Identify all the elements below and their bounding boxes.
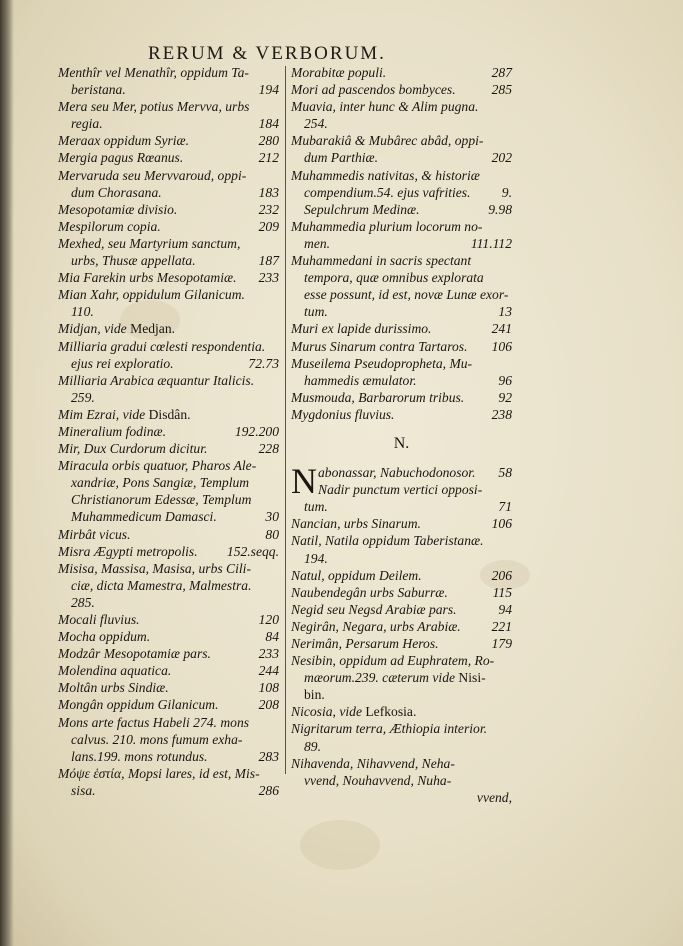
- index-entry: [58, 218, 279, 235]
- entry-text: Mexhed, seu Martyrium sanctum,: [58, 235, 241, 251]
- paper-stain: [300, 820, 380, 870]
- entry-text: ejus rei exploratio.: [71, 355, 174, 371]
- index-entry-line: [58, 389, 279, 406]
- index-entry-line: [291, 269, 512, 286]
- index-entry-line: [58, 714, 279, 731]
- index-entry: [291, 652, 512, 703]
- index-entry-line: [291, 567, 512, 584]
- index-entry: [291, 755, 512, 806]
- entry-text: Mocali fluvius.: [58, 612, 140, 627]
- entry-text: Nicosia, vide Lefkosia.: [291, 704, 417, 720]
- entry-text: Misisa, Massisa, Masisa, urbs Cili-: [58, 560, 251, 576]
- index-entry: [291, 703, 512, 720]
- entry-text: Muavia, inter hunc & Alim pugna.: [291, 99, 479, 115]
- index-entry-line: [291, 115, 512, 132]
- n-first-entry-tail: [291, 498, 512, 515]
- index-entry-line: [58, 149, 279, 166]
- entry-text: tum.: [304, 499, 328, 515]
- entry-text: Nancian, urbs Sinarum.: [291, 516, 421, 532]
- entry-text: Mera seu Mer, potius Mervva, urbs: [58, 99, 250, 115]
- entry-reference: bin.: [304, 687, 325, 703]
- entry-text: ciæ, dicta Mamestra, Malmestra.: [71, 577, 252, 593]
- entry-text: Christianorum Edessæ, Templum: [71, 492, 252, 508]
- entry-text: calvus. 210. mons fumum exha-: [71, 731, 243, 747]
- entry-text: Museilema Pseudopropheta, Mu-: [291, 355, 473, 371]
- page-number: 285: [491, 82, 512, 98]
- index-entry: [291, 64, 512, 81]
- entry-text: Naubendegân urbs Saburræ.: [291, 584, 448, 600]
- index-entry-line: [58, 64, 279, 81]
- index-entry-line: [291, 235, 512, 252]
- index-entry-line: [58, 474, 279, 491]
- entry-text: men.: [304, 235, 331, 251]
- index-entry: [58, 372, 279, 406]
- entry-text: Muhammedani in sacris spectant: [291, 253, 472, 269]
- entry-text: vvend, Nouhavvend, Nuha-: [304, 772, 452, 788]
- index-entry-line: [291, 584, 512, 601]
- index-entry: [58, 543, 279, 560]
- index-entry-line: [58, 115, 279, 132]
- page-number: 94: [498, 601, 512, 617]
- index-entry-line: [58, 132, 279, 149]
- index-entry-line: [58, 355, 279, 372]
- index-entry-line: [58, 440, 279, 457]
- index-entry-line: [58, 81, 279, 98]
- entry-text: Nihavenda, Nihavvend, Neha-: [291, 755, 455, 771]
- entry-text: 110.: [71, 304, 94, 320]
- entry-text: Mervaruda seu Mervvaroud, oppi-: [58, 167, 247, 183]
- index-entry: [291, 532, 512, 566]
- index-entry: [58, 645, 279, 662]
- page-number: 80: [265, 526, 279, 542]
- index-entry: [291, 218, 512, 252]
- page-number: 233: [258, 270, 279, 286]
- page-number: 9.: [501, 184, 512, 200]
- index-entry-line: [58, 338, 279, 355]
- entry-text: Mongân oppidum Gilanicum.: [58, 697, 219, 713]
- page-number: 233: [258, 646, 279, 662]
- entry-text: Menthîr vel Menathîr, oppidum Ta-: [58, 65, 249, 80]
- page-number: 192.200: [234, 423, 279, 439]
- index-entry: [58, 167, 279, 201]
- entry-text: Μόψε ἑστία, Mopsi lares, id est, Mis-: [58, 765, 260, 781]
- index-entry-line: [58, 457, 279, 474]
- index-entry-line: [291, 132, 512, 149]
- index-entry-line: [291, 81, 512, 98]
- index-entry: [58, 696, 279, 713]
- entry-text: lans.199. mons rotundus.: [71, 748, 208, 764]
- page-number: 106: [491, 516, 512, 532]
- page-number: 152.seqq.: [226, 543, 279, 559]
- index-entry: [58, 662, 279, 679]
- page-number: 206: [491, 567, 512, 583]
- entry-text: Meraax oppidum Syriæ.: [58, 133, 190, 149]
- entry-text: Mori ad pascendos bombyces.: [291, 82, 456, 98]
- entry-text: Mineralium fodinæ.: [58, 423, 166, 439]
- n-first-entry-lines: [318, 464, 512, 498]
- index-entry: [58, 406, 279, 423]
- page-number: 208: [258, 697, 279, 713]
- entry-text: [304, 686, 325, 703]
- index-entry-line: [58, 696, 279, 713]
- entry-text: Miracula orbis quatuor, Pharos Ale-: [58, 458, 257, 474]
- index-entry: [58, 440, 279, 457]
- entry-text: Muhammedis nativitas, & historiæ: [291, 167, 480, 183]
- page-number: 209: [258, 218, 279, 234]
- index-entry: [291, 81, 512, 98]
- index-entry: [291, 98, 512, 132]
- index-entry-line: [58, 560, 279, 577]
- index-entry-line: [291, 755, 512, 772]
- index-entry-line: [291, 389, 512, 406]
- index-entry: [58, 338, 279, 372]
- index-entry-line: [58, 765, 279, 782]
- index-entry-line: [291, 184, 512, 201]
- n-first-entry: [291, 461, 512, 502]
- index-entry-line: [58, 167, 279, 184]
- index-entries-n: [291, 515, 512, 806]
- page-number: 92: [498, 389, 512, 405]
- index-entry-line: [58, 201, 279, 218]
- index-entry: [58, 611, 279, 628]
- entry-text: Molendina aquatica.: [58, 663, 172, 679]
- index-entry: [291, 132, 512, 166]
- index-entry: [58, 679, 279, 696]
- index-entry-line: [58, 406, 279, 423]
- index-entry-line: [291, 532, 512, 549]
- page-number: 187: [258, 253, 279, 269]
- index-entry-line: [291, 406, 512, 423]
- page-number: 184: [258, 116, 279, 132]
- index-entry-line: [291, 772, 512, 789]
- index-entry-line: [291, 303, 512, 320]
- page-number: 58: [498, 465, 512, 481]
- page-number: 96: [498, 372, 512, 388]
- page-number: 212: [258, 150, 279, 166]
- index-entry-line: [58, 543, 279, 560]
- entry-text: tum.: [304, 304, 328, 320]
- index-entry: [291, 167, 512, 218]
- entry-text: Muhammedia plurium locorum no-: [291, 218, 483, 234]
- index-column-left: [58, 64, 279, 799]
- page-number: 179: [491, 636, 512, 651]
- entry-text: 285.: [71, 594, 95, 610]
- entry-text: Nesibin, oppidum ad Euphratem, Ro-: [291, 653, 495, 669]
- entry-text: 194.: [304, 550, 328, 566]
- page-spine-shadow: [0, 0, 14, 946]
- index-entry-line: [318, 464, 512, 481]
- entry-text: Mergia pagus Rœanus.: [58, 150, 184, 166]
- entry-text: Modzâr Mesopotamiæ pars.: [58, 646, 211, 662]
- index-entry-line: [58, 491, 279, 508]
- entry-reference: Disdân.: [145, 406, 191, 422]
- index-entry-line: [58, 320, 279, 337]
- index-entry: [291, 635, 512, 652]
- index-entry-line: [58, 372, 279, 389]
- index-entry-line: [291, 286, 512, 303]
- index-entry-line: [291, 550, 512, 567]
- index-entry-line: [58, 645, 279, 662]
- index-entry: [58, 235, 279, 269]
- index-entry: [291, 720, 512, 754]
- entry-text: Mim Ezrai, vide Disdân.: [58, 406, 191, 422]
- entry-text: Mespilorum copia.: [58, 218, 161, 234]
- index-entry-line: [291, 635, 512, 652]
- entry-reference: Lefkosia.: [361, 704, 417, 720]
- entry-text: Muri ex lapide durissimo.: [291, 321, 432, 337]
- entry-text: abonassar, Nabuchodonosor.: [318, 465, 476, 481]
- page-number: 108: [258, 680, 279, 696]
- index-entry: [58, 269, 279, 286]
- index-entry-line: [291, 720, 512, 737]
- entry-text: Mubarakiâ & Mubârec abâd, oppi-: [291, 133, 484, 149]
- page-number: 115: [492, 584, 512, 600]
- entry-text: Mia Farekin urbs Mesopotamiæ.: [58, 270, 237, 286]
- index-entry-line: [291, 601, 512, 618]
- index-entry-line: [58, 184, 279, 201]
- index-entry-line: [291, 618, 512, 635]
- index-entry-line: [58, 303, 279, 320]
- index-entry: [291, 355, 512, 389]
- entry-reference: Medjan.: [126, 321, 176, 337]
- index-entry: [291, 515, 512, 532]
- index-entry: [58, 765, 279, 799]
- index-entry: [58, 526, 279, 543]
- entry-text: regia.: [71, 116, 103, 132]
- page-number: 111.112: [470, 235, 512, 251]
- index-entry: [58, 149, 279, 166]
- page-number: 283: [258, 748, 279, 764]
- entry-text: Moltân urbs Sindiæ.: [58, 680, 169, 696]
- entry-text: Murus Sinarum contra Tartaros.: [291, 338, 468, 354]
- page-number: 13: [498, 304, 512, 320]
- entry-text: Muhammedicum Damasci.: [71, 509, 217, 525]
- index-entry-line: [291, 320, 512, 337]
- index-entry: [58, 714, 279, 765]
- entry-text: Natil, Natila oppidum Taberistanæ.: [291, 533, 484, 549]
- index-entry-line: [58, 235, 279, 252]
- index-entry: [291, 406, 512, 423]
- index-entry-line: [58, 98, 279, 115]
- entry-text: urbs, Thusæ appellata.: [71, 253, 196, 269]
- index-entry-line: [291, 64, 512, 81]
- index-entry: [58, 286, 279, 320]
- index-entry-line: [58, 577, 279, 594]
- page-number: 238: [491, 406, 512, 422]
- entry-text: hammedis æmulator.: [304, 372, 417, 388]
- entry-text: Sepulchrum Medinæ.: [304, 201, 420, 217]
- entry-text: Mirbât vicus.: [58, 526, 131, 542]
- index-entry: [291, 389, 512, 406]
- page-number: 71: [498, 499, 512, 515]
- entry-text: Nadir punctum vertici opposi-: [318, 482, 483, 498]
- page-number: 232: [258, 201, 279, 217]
- index-entry-line: [58, 662, 279, 679]
- entry-text: dum Parthiæ.: [304, 150, 379, 166]
- page-number: 72.73: [248, 355, 279, 371]
- index-entry-line: [291, 703, 512, 720]
- index-entry: [291, 618, 512, 635]
- page-number: 84: [265, 629, 279, 645]
- index-entry-line: [291, 738, 512, 755]
- entry-text: Milliaria gradui cœlesti respondentia.: [58, 338, 266, 354]
- index-entry-line: [291, 669, 512, 686]
- index-entry-line: [291, 789, 512, 806]
- entry-text: Mygdonius fluvius.: [291, 406, 395, 422]
- entry-text: esse possunt, id est, novæ Lunæ exor-: [304, 287, 509, 303]
- index-entry-line: [58, 748, 279, 765]
- index-column-right: [291, 64, 512, 806]
- entry-text: Mir, Dux Curdorum dicitur.: [58, 441, 208, 457]
- index-entry-line: [58, 526, 279, 543]
- page-number: 280: [258, 133, 279, 149]
- index-entry-line: [58, 594, 279, 611]
- index-entry-line: [291, 98, 512, 115]
- entry-text: Misra Ægypti metropolis.: [58, 543, 198, 559]
- index-entry-line: [291, 652, 512, 669]
- page-number: 228: [258, 441, 279, 457]
- page-number: 183: [258, 184, 279, 200]
- entry-text: 89.: [304, 738, 321, 754]
- page-number: 287: [491, 65, 512, 80]
- entry-text: sisa.: [71, 782, 96, 798]
- index-entry-line: [291, 338, 512, 355]
- entry-text: Natul, oppidum Deilem.: [291, 567, 422, 583]
- page-number: 120: [258, 612, 279, 627]
- entry-text: 259.: [71, 389, 95, 405]
- entry-text: 254.: [304, 116, 328, 132]
- index-entry-line: [58, 628, 279, 645]
- index-entry-line: [291, 355, 512, 372]
- entry-text: Mian Xahr, oppidulum Gilanicum.: [58, 287, 245, 303]
- page-number: 244: [258, 663, 279, 679]
- page-number: 9.98: [488, 201, 512, 217]
- entry-text: mæorum.239. cæterum vide Nisi-: [304, 670, 486, 686]
- index-entry-line: [291, 167, 512, 184]
- index-entry-line: [291, 149, 512, 166]
- page-number: 202: [491, 150, 512, 166]
- index-entry: [58, 64, 279, 98]
- index-entries-m: [291, 64, 512, 423]
- index-entry-line: [58, 423, 279, 440]
- entry-text: xandriæ, Pons Sangiæ, Templum: [71, 475, 250, 491]
- entry-text: dum Chorasana.: [71, 184, 162, 200]
- entry-text: Negirân, Negara, urbs Arabiæ.: [291, 618, 461, 634]
- index-entry-line: [58, 611, 279, 628]
- page-number: 241: [491, 321, 512, 337]
- page-number: 30: [265, 509, 279, 525]
- page-number: 194: [258, 82, 279, 98]
- index-entry: [291, 252, 512, 320]
- index-entry-line: [58, 286, 279, 303]
- index-entry-line: [58, 269, 279, 286]
- entry-text: Nerimân, Persarum Heros.: [291, 636, 439, 651]
- index-entry-line: [58, 679, 279, 696]
- index-entry: [58, 560, 279, 611]
- index-entry-line: [58, 508, 279, 525]
- entry-text: vvend,: [476, 789, 512, 805]
- index-entry: [291, 338, 512, 355]
- index-entry-line: [291, 201, 512, 218]
- entry-text: Mocha oppidum.: [58, 629, 151, 645]
- entry-text: beristana.: [71, 82, 126, 98]
- index-entry-line: [291, 372, 512, 389]
- page-number: 286: [258, 782, 279, 798]
- column-divider: [285, 66, 286, 774]
- index-entry: [291, 584, 512, 601]
- index-entry: [58, 457, 279, 525]
- running-header: RERUM & VERBORUM.: [148, 43, 386, 64]
- page-number: 221: [491, 618, 512, 634]
- entry-text: Negid seu Negsd Arabiæ pars.: [291, 601, 457, 617]
- index-entry: [58, 423, 279, 440]
- index-entry: [58, 320, 279, 337]
- entry-reference: Nisi-: [455, 670, 486, 686]
- index-entry: [291, 567, 512, 584]
- index-entry: [58, 628, 279, 645]
- index-entry-line: [291, 515, 512, 532]
- page-number: 106: [491, 338, 512, 354]
- index-entry: [58, 132, 279, 149]
- drop-cap: N: [291, 461, 317, 502]
- index-entry: [58, 98, 279, 132]
- index-entry-line: [58, 218, 279, 235]
- entry-text: tempora, quæ omnibus explorata: [304, 270, 484, 286]
- entry-text: Milliaria Arabica æquantur Italicis.: [58, 372, 255, 388]
- index-entry-line: [291, 252, 512, 269]
- index-entry: [291, 320, 512, 337]
- entry-text: Mesopotamiæ divisio.: [58, 201, 178, 217]
- index-entry-line: [58, 782, 279, 799]
- entry-text: compendium.54. ejus vafrities.: [304, 184, 471, 200]
- index-entry-line: [58, 731, 279, 748]
- index-entry-line: [318, 481, 512, 498]
- entry-text: Morabitæ populi.: [291, 65, 387, 80]
- index-entry-line: [291, 218, 512, 235]
- section-heading: N.: [393, 434, 410, 452]
- index-entry-line: [291, 686, 512, 703]
- entry-text: Nigritarum terra, Æthiopia interior.: [291, 721, 488, 737]
- index-entry: [291, 601, 512, 618]
- entry-text: Mons arte factus Habeli 274. mons: [58, 714, 250, 730]
- entry-text: Midjan, vide Medjan.: [58, 321, 176, 337]
- index-entry-line: [291, 498, 512, 515]
- entry-text: Musmouda, Barbarorum tribus.: [291, 389, 465, 405]
- index-entry-line: [58, 252, 279, 269]
- index-entry: [58, 201, 279, 218]
